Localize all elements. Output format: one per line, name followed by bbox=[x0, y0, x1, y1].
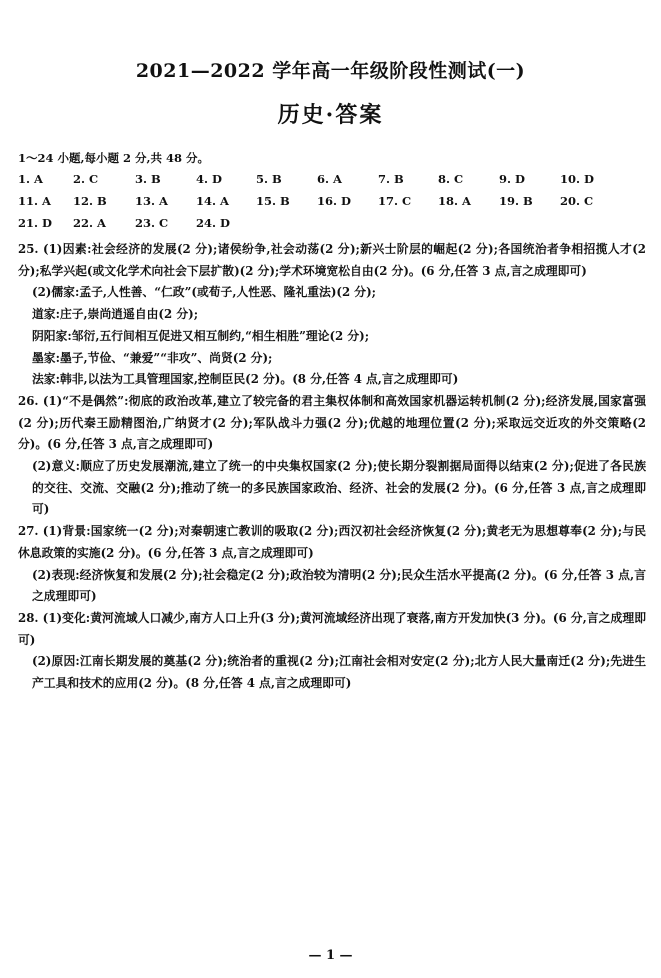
question-answer-part: 墨家:墨子,节俭、“兼爱”“非攻”、尚贤(2 分); bbox=[32, 350, 273, 365]
question-block bbox=[18, 391, 646, 521]
page-number: — 1 — bbox=[308, 948, 353, 963]
answer-cell: 10. D bbox=[560, 172, 594, 186]
question-answer-main: 28. (1)变化:黄河流域人口减少,南方人口上升(3 分);黄河流域经济出现了衰落,南方开发加快(3 分)。(6 分,言之成理即可) bbox=[18, 610, 646, 647]
question-answer-part: (2)意义:顺应了历史发展潮流,建立了统一的中央集权国家(2 分);使长期分裂割据局面得以结束(2 分);促进了各民族的交往、交流、交融(2 分);推动了统一的多民族国家政治、经济、社会的发展(2 分)。(6 分,任答 3 点,言之成理即可) bbox=[32, 459, 646, 517]
question-answer-main: 25. (1)因素:社会经济的发展(2 分);诸侯纷争,社会动荡(2 分);新兴士阶层的崛起(2 分);各国统治者争相招揽人才(2 分);私学兴起(或文化学术向社会下层扩散)(2 分);学术环境宽松自由(2 分)。(6 分,任答 3 点,言之成理即可) bbox=[18, 242, 646, 278]
answer-cell: 9. D bbox=[499, 172, 525, 186]
answer-cell: 1. A bbox=[18, 172, 43, 186]
answer-cell: 15. B bbox=[256, 194, 290, 208]
question-answer-part: (2)表现:经济恢复和发展(2 分);社会稳定(2 分);政治较为清明(2 分);民众生活水平提高(2 分)。(6 分,任答 3 点,言之成理即可) bbox=[32, 567, 646, 604]
answer-cell: 8. C bbox=[438, 172, 464, 186]
answer-row bbox=[18, 216, 648, 238]
question-answer-part: 法家:韩非,以法为工具管理国家,控制臣民(2 分)。(8 分,任答 4 点,言之成理即可) bbox=[32, 372, 459, 387]
question-answer-part: 阴阳家:邹衍,五行间相互促进又相互制约,“相生相胜”理论(2 分); bbox=[32, 328, 370, 343]
answer-cell: 14. A bbox=[196, 194, 229, 208]
answer-row bbox=[18, 194, 648, 216]
answer-cell: 3. B bbox=[135, 172, 161, 186]
question-block bbox=[18, 239, 646, 391]
answer-cell: 13. A bbox=[135, 194, 168, 208]
question-block bbox=[18, 521, 646, 608]
multiple-choice-intro: 1～24 小题,每小题 2 分,共 48 分。 bbox=[18, 151, 210, 165]
answer-cell: 24. D bbox=[196, 216, 230, 230]
answer-cell: 5. B bbox=[256, 172, 282, 186]
question-answer-main: 27. (1)背景:国家统一(2 分);对秦朝速亡教训的吸取(2 分);西汉初社会经济恢复(2 分);黄老无为思想尊奉(2 分);与民休息政策的实施(2 分)。(6 分,任答 3 点,言之成理即可) bbox=[18, 524, 646, 560]
answer-cell: 6. A bbox=[317, 172, 342, 186]
open-question-answers bbox=[18, 239, 646, 695]
question-answer-part: (2)儒家:孟子,人性善、“仁政”(或荀子,人性恶、隆礼重法)(2 分); bbox=[32, 285, 377, 300]
answer-cell: 22. A bbox=[73, 216, 106, 230]
answer-cell: 21. D bbox=[18, 216, 52, 230]
answer-cell: 2. C bbox=[73, 172, 99, 186]
answer-cell: 7. B bbox=[378, 172, 404, 186]
answer-cell: 12. B bbox=[73, 194, 107, 208]
answer-row bbox=[18, 172, 648, 194]
answer-cell: 4. D bbox=[196, 172, 222, 186]
multiple-choice-answer-grid bbox=[18, 172, 648, 238]
answer-cell: 11. A bbox=[18, 194, 51, 208]
answer-cell: 16. D bbox=[317, 194, 351, 208]
answer-cell: 18. A bbox=[438, 194, 471, 208]
question-answer-part: (2)原因:江南长期发展的奠基(2 分);统治者的重视(2 分);江南社会相对安定(2 分);北方人民大量南迁(2 分);先进生产工具和技术的应用(2 分)。(8 分,任答 4 点,言之成理即可) bbox=[32, 654, 646, 691]
answer-cell: 23. C bbox=[135, 216, 169, 230]
page-title: 2021—2022 学年高一年级阶段性测试(一) bbox=[135, 60, 526, 82]
question-answer-main: 26. (1)“不是偶然”:彻底的政治改革,建立了较完备的君主集权体制和高效国家机器运转机制(2 分);经济发展,国家富强(2 分);历代秦王励精图治,广纳贤才(2 分);军队战斗力强(2 分);优越的地理位置(2 分);采取远交近攻的外交策略(2 分)。(6 分,任答 3 点,言之成理即可) bbox=[18, 393, 646, 452]
answer-cell: 20. C bbox=[560, 194, 594, 208]
answer-cell: 17. C bbox=[378, 194, 412, 208]
question-answer-part: 道家:庄子,崇尚逍遥自由(2 分); bbox=[32, 307, 199, 322]
question-block bbox=[18, 608, 646, 695]
answer-cell: 19. B bbox=[499, 194, 533, 208]
page-subtitle: 历史·答案 bbox=[277, 102, 384, 128]
